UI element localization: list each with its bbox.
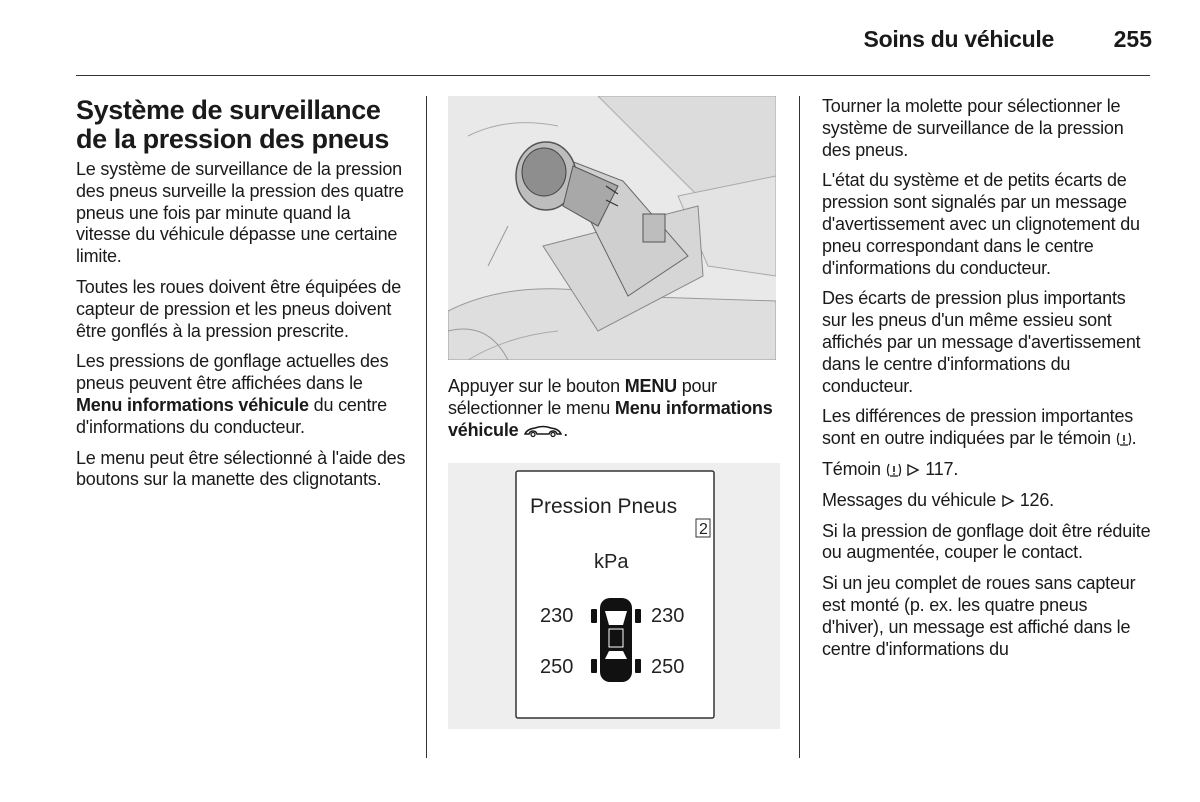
tire-pressure-warning-icon <box>886 462 902 478</box>
paragraph-large-deviations: Des écarts de pression plus importants sur les pneus d'un même essieu sont affichés par un message d'avertissement dans le centre d'informations du conducteur. <box>822 288 1141 396</box>
paragraph-warning-light: Les différences de pression importantes sont en outre indiquées par le témoin . <box>822 406 1137 449</box>
column-middle <box>448 96 780 729</box>
paragraph-indicator-reference: Témoin 117. <box>822 458 959 479</box>
page-reference-arrow-icon <box>1001 494 1015 508</box>
page-reference-arrow-icon <box>906 463 920 477</box>
tire-pressure-display <box>448 463 780 729</box>
paragraph-messages-reference: Messages du véhicule 126. <box>822 489 1054 510</box>
paragraph-select-system: Tourner la molette pour sélectionner le système de surveillance de la pression des pneus. <box>822 96 1124 160</box>
tire-pressure-warning-icon <box>1116 431 1132 447</box>
paragraph-display: Les pressions de gonflage actuelles des pneus peuvent être affichées dans le Menu informations véhicule du centre d'informations du conducteur. <box>76 351 389 437</box>
column-left <box>76 96 406 500</box>
paragraph-adjust-pressure: Si la pression de gonflage doit être réduite ou augmentée, couper le contact. <box>822 520 1151 563</box>
paragraph-small-deviations: L'état du système et de petits écarts de pression sont signalés par un message d'avertissement avec un clignotement du pneu correspondant dans le centre d'informations du conducteur. <box>822 170 1140 278</box>
page-number: 255 <box>1113 26 1152 52</box>
paragraph-menu-selection: Le menu peut être sélectionné à l'aide des boutons sur la manette des clignotants. <box>76 447 406 490</box>
rear-right-pressure: 250 <box>651 656 685 679</box>
display-page-indicator: 2 <box>699 521 708 539</box>
column-divider-2 <box>799 96 800 758</box>
menu-button-label: MENU <box>624 376 677 396</box>
page-link-126[interactable]: 126. <box>1019 489 1054 510</box>
chapter-title: Soins du véhicule <box>863 26 1054 52</box>
header-divider <box>76 75 1150 76</box>
page-link-117[interactable]: 117. <box>925 458 959 479</box>
column-divider-1 <box>426 96 427 758</box>
pressure-unit: kPa <box>594 551 629 574</box>
paragraph-intro: Le système de surveillance de la pression des pneus surveille la pression des quatre pneus une fois par minute quand la vitesse du véhicule dépasse une certaine limite. <box>76 159 404 267</box>
column-right <box>822 96 1152 669</box>
display-title: Pression Pneus <box>530 495 678 519</box>
caption-menu-button: Appuyer sur le bouton MENU pour sélectionner le menu Menu informations véhicule . <box>448 376 773 440</box>
turn-signal-lever-illustration <box>448 96 776 360</box>
menu-name: Menu informations véhicule <box>76 394 309 415</box>
section-title: Système de surveillance de la pression des pneus <box>76 95 390 154</box>
front-left-pressure: 230 <box>540 605 574 628</box>
front-right-pressure: 230 <box>651 605 685 628</box>
paragraph-winter-tires: Si un jeu complet de roues sans capteur est monté (p. ex. les quatre pneus d'hiver), un message est affiché dans le centre d'informations du <box>822 573 1136 659</box>
menu-vehicle-info-label: Menu informations véhicule <box>448 397 773 440</box>
car-silhouette-icon <box>523 424 563 438</box>
rear-left-pressure: 250 <box>540 656 574 679</box>
paragraph-sensors: Toutes les roues doivent être équipées de capteur de pression et les pneus doivent être gonflés à la pression prescrite. <box>76 276 402 341</box>
